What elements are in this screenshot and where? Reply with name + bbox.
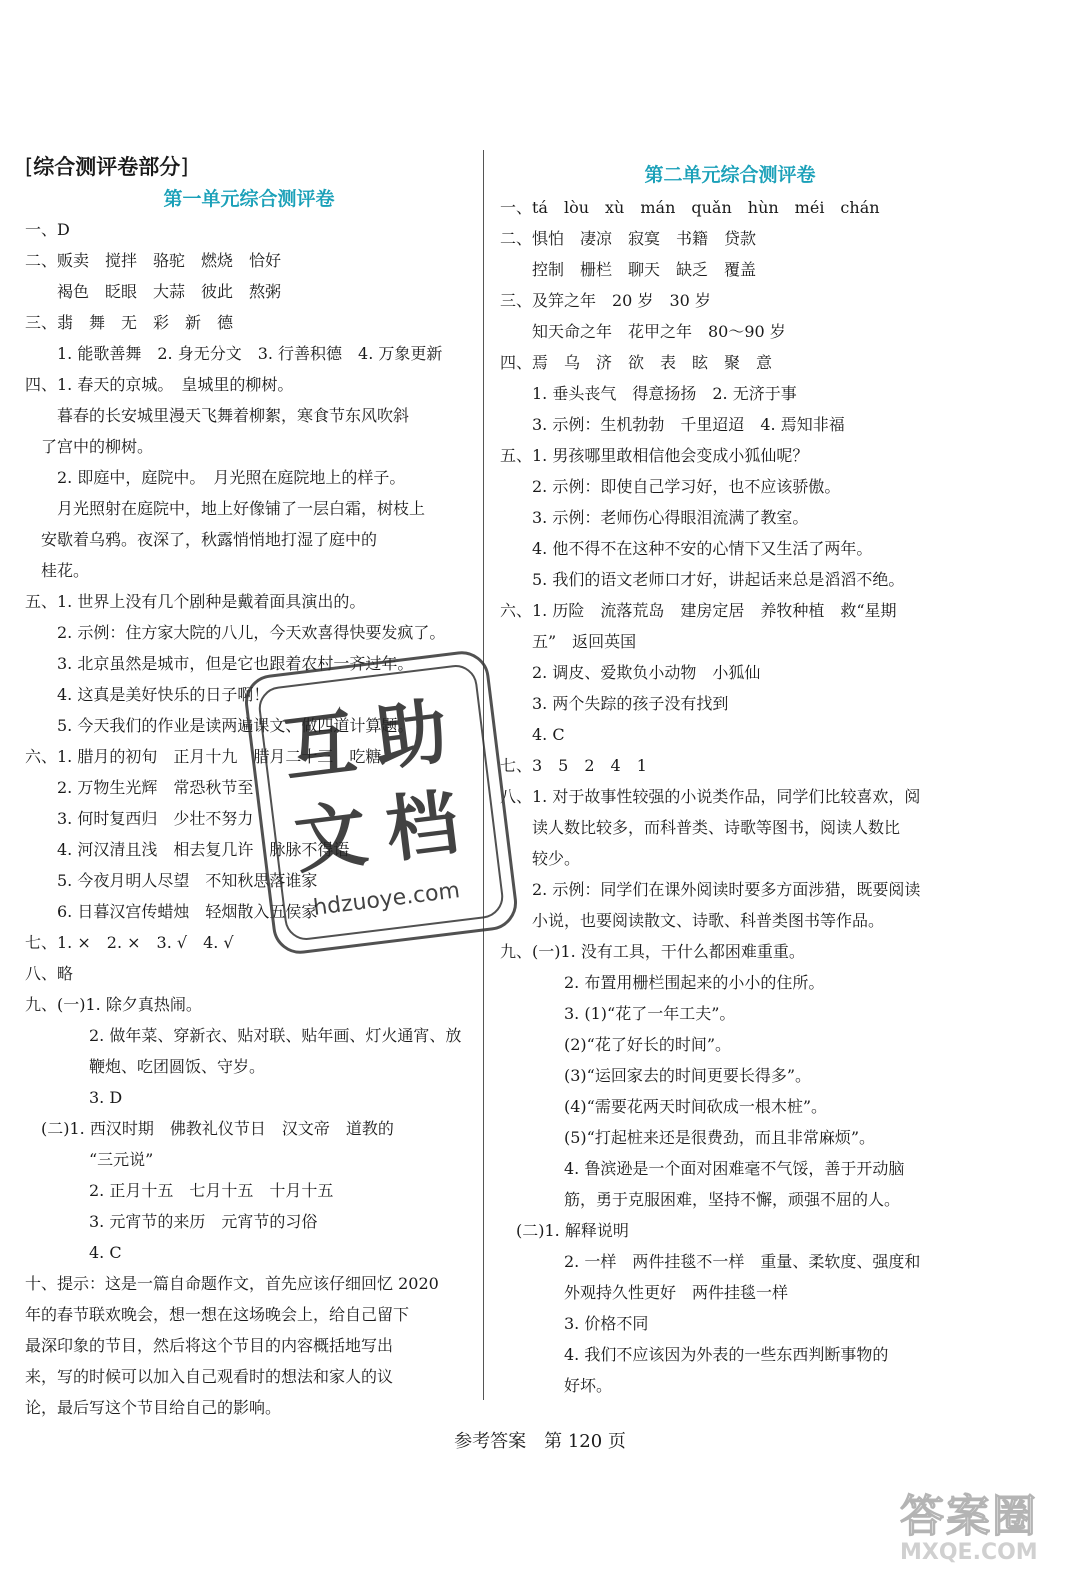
stamp-watermark bbox=[242, 648, 520, 957]
answer-line: 3. 两个失踪的孩子没有找到 bbox=[500, 694, 729, 713]
answer-line: 3. 何时复西归 少壮不努力 bbox=[25, 809, 254, 828]
answer-line: 最深印象的节目，然后将这个节目的内容概括地写出 bbox=[25, 1336, 394, 1355]
answer-line: (4)“需要花两天时间砍成一根木桩”。 bbox=[500, 1097, 828, 1116]
answer-line: 七、1. × 2. × 3. √ 4. √ bbox=[25, 933, 234, 952]
answer-line: (5)“打起桩来还是很费劲，而且非常麻烦”。 bbox=[500, 1128, 876, 1147]
answer-line: 读人数比较多，而科普类、诗歌等图书，阅读人数比 bbox=[500, 818, 901, 837]
answer-line: 五、1. 世界上没有几个剧种是戴着面具演出的。 bbox=[25, 592, 366, 611]
answer-line: 九、(一)1. 除夕真热闹。 bbox=[25, 995, 202, 1014]
answer-line: 了宫中的柳树。 bbox=[25, 437, 154, 456]
answer-line: 5. 我们的语文老师口才好，讲起话来总是滔滔不绝。 bbox=[500, 570, 905, 589]
answer-line: 4. 河汉清且浅 相去复几许 脉脉不得语 bbox=[25, 840, 350, 859]
answer-line: (2)“花了好长的时间”。 bbox=[500, 1035, 732, 1054]
answer-line: 2. 示例：住方家大院的八儿，今天欢喜得快要发疯了。 bbox=[25, 623, 446, 642]
answer-line: 5. 今天我们的作业是读两遍课文、做四道计算题。 bbox=[25, 716, 414, 735]
answer-line: 六、1. 历险 流落荒岛 建房定居 养牧种植 救“星期 bbox=[500, 601, 897, 620]
answer-line: 六、1. 腊月的初旬 正月十九 腊月二十三 吃糖 bbox=[25, 747, 382, 766]
stamp-char: 档 bbox=[381, 780, 464, 873]
answer-line: 2. 示例：同学们在课外阅读时要多方面涉猎，既要阅读 bbox=[500, 880, 921, 899]
answer-line: 一、tá lòu xù mán quǎn hùn méi chán bbox=[500, 198, 880, 217]
answer-line: (二)1. 解释说明 bbox=[500, 1221, 629, 1240]
answer-line: 九、(一)1. 没有工具，干什么都困难重重。 bbox=[500, 942, 805, 961]
answer-line: 5. 今夜月明人尽望 不知秋思落谁家 bbox=[25, 871, 318, 890]
answer-line: (3)“运回家去的时间更要长得多”。 bbox=[500, 1066, 812, 1085]
stamp-char: 助 bbox=[370, 688, 452, 781]
answer-line: 1. 垂头丧气 得意扬扬 2. 无济于事 bbox=[500, 384, 797, 403]
answer-line: 外观持久性更好 两件挂毯一样 bbox=[500, 1283, 789, 1302]
answer-line: 年的春节联欢晚会，想一想在这场晚会上，给自己留下 bbox=[25, 1305, 410, 1324]
stamp-char: 互 bbox=[278, 699, 361, 793]
answer-line: 褐色 眨眼 大蒜 彼此 熬粥 bbox=[25, 282, 282, 301]
answer-line: 来，写的时候可以加入自己观看时的想法和家人的议 bbox=[25, 1367, 394, 1386]
answer-line: 2. 做年菜、穿新衣、贴对联、贴年画、灯火通宵、放 bbox=[25, 1026, 462, 1045]
answer-line: 4. 我们不应该因为外表的一些东西判断事物的 bbox=[500, 1345, 889, 1364]
answer-line: 三、及笄之年 20 岁 30 岁 bbox=[500, 291, 711, 310]
answer-line: 4. 这真是美好快乐的日子啊！ bbox=[25, 685, 270, 704]
section-header: [综合测评卷部分] bbox=[25, 155, 189, 179]
answer-line: 鞭炮、吃团圆饭、守岁。 bbox=[25, 1057, 266, 1076]
answer-line: 控制 栅栏 聊天 缺乏 覆盖 bbox=[500, 260, 757, 279]
answer-line: 筋，勇于克服困难，坚持不懈，顽强不屈的人。 bbox=[500, 1190, 901, 1209]
answer-line: 2. 布置用栅栏围起来的小小的住所。 bbox=[500, 973, 825, 992]
answer-line: 好坏。 bbox=[500, 1376, 613, 1395]
answer-line: 较少。 bbox=[500, 849, 581, 868]
answer-line: 6. 日暮汉宫传蜡烛 轻烟散入五侯家 bbox=[25, 902, 318, 921]
answer-line: 论，最后写这个节目给自己的影响。 bbox=[25, 1398, 282, 1417]
answer-line: 月光照射在庭院中，地上好像铺了一层白霜，树枝上 bbox=[25, 499, 426, 518]
answer-line: 暮春的长安城里漫天飞舞着柳絮，寒食节东风吹斜 bbox=[25, 406, 410, 425]
answer-line: 八、略 bbox=[25, 964, 74, 983]
answer-line: 一、D bbox=[25, 220, 70, 239]
answer-line: 二、惧怕 凄凉 寂寞 书籍 贷款 bbox=[500, 229, 757, 248]
answer-line: 八、1. 对于故事性较强的小说类作品，同学们比较喜欢，阅 bbox=[500, 787, 921, 806]
stamp-char: 文 bbox=[290, 791, 372, 884]
answer-line: 3. 示例：老师伤心得眼泪流满了教室。 bbox=[500, 508, 809, 527]
answer-line: 四、焉 乌 济 欲 表 眩 聚 意 bbox=[500, 353, 773, 372]
watermark-url: MXQE.COM bbox=[900, 1540, 1038, 1565]
answer-line: 安歇着乌鸦。夜深了，秋露悄悄地打湿了庭中的 bbox=[25, 530, 378, 549]
answer-line: (二)1. 西汉时期 佛教礼仪节日 汉文帝 道教的 bbox=[25, 1119, 394, 1138]
answer-line: 2. 万物生光辉 常恐秋节至 bbox=[25, 778, 254, 797]
answer-line: 小说，也要阅读散文、诗歌、科普类图书等作品。 bbox=[500, 911, 885, 930]
answer-line: 2. 即庭中，庭院中。 月光照在庭院地上的样子。 bbox=[25, 468, 406, 487]
stamp-url: hdzuoye.com bbox=[311, 878, 462, 921]
answer-line: 2. 调皮、爱欺负小动物 小狐仙 bbox=[500, 663, 761, 682]
answer-line: 知天命之年 花甲之年 80～90 岁 bbox=[500, 322, 786, 341]
answer-line: 三、翡 舞 无 彩 新 德 bbox=[25, 313, 234, 332]
answer-line: 3. (1)“花了一年工夫”。 bbox=[500, 1004, 736, 1023]
page-footer: 参考答案 第 120 页 bbox=[454, 1431, 626, 1452]
unit-1-title: 第一单元综合测评卷 bbox=[163, 188, 335, 210]
answer-line: 五、1. 男孩哪里敢相信他会变成小狐仙呢？ bbox=[500, 446, 809, 465]
right-column bbox=[500, 150, 960, 1401]
unit-2-answers bbox=[500, 192, 960, 1401]
answer-line: 4. 鲁滨逊是一个面对困难毫不气馁，善于开动脑 bbox=[500, 1159, 905, 1178]
answer-line: 1. 能歌善舞 2. 身无分文 3. 行善积德 4. 万象更新 bbox=[25, 344, 443, 363]
watermark-title: 答案圈 bbox=[900, 1491, 1038, 1542]
answer-line: 二、贩卖 搅拌 骆驼 燃烧 恰好 bbox=[25, 251, 282, 270]
answer-line: 3. 元宵节的来历 元宵节的习俗 bbox=[25, 1212, 318, 1231]
answer-line: 4. C bbox=[500, 725, 565, 744]
answer-line: 4. 他不得不在这种不安的心情下又生活了两年。 bbox=[500, 539, 873, 558]
answer-line: 3. 价格不同 bbox=[500, 1314, 649, 1333]
answer-line: 桂花。 bbox=[25, 561, 90, 580]
answer-line: 3. 北京虽然是城市，但是它也跟着农村一齐过年。 bbox=[25, 654, 414, 673]
answer-line: 四、1. 春天的京城。 皇城里的柳树。 bbox=[25, 375, 294, 394]
answer-line: 3. 示例：生机勃勃 千里迢迢 4. 焉知非福 bbox=[500, 415, 845, 434]
answer-line: “三元说” bbox=[25, 1150, 154, 1169]
answer-line: 七、3 5 2 4 1 bbox=[500, 756, 647, 775]
answer-line: 五” 返回英国 bbox=[500, 632, 637, 651]
answer-line: 4. C bbox=[25, 1243, 122, 1262]
answer-line: 2. 示例：即使自己学习好，也不应该骄傲。 bbox=[500, 477, 841, 496]
answer-line: 2. 一样 两件挂毯不一样 重量、柔软度、强度和 bbox=[500, 1252, 921, 1271]
answer-line: 2. 正月十五 七月十五 十月十五 bbox=[25, 1181, 334, 1200]
answer-line: 十、提示：这是一篇自命题作文，首先应该仔细回忆 2020 bbox=[25, 1274, 439, 1293]
corner-watermark-logo bbox=[900, 1480, 1060, 1570]
answer-line: 3. D bbox=[25, 1088, 123, 1107]
unit-2-title: 第二单元综合测评卷 bbox=[644, 164, 816, 186]
